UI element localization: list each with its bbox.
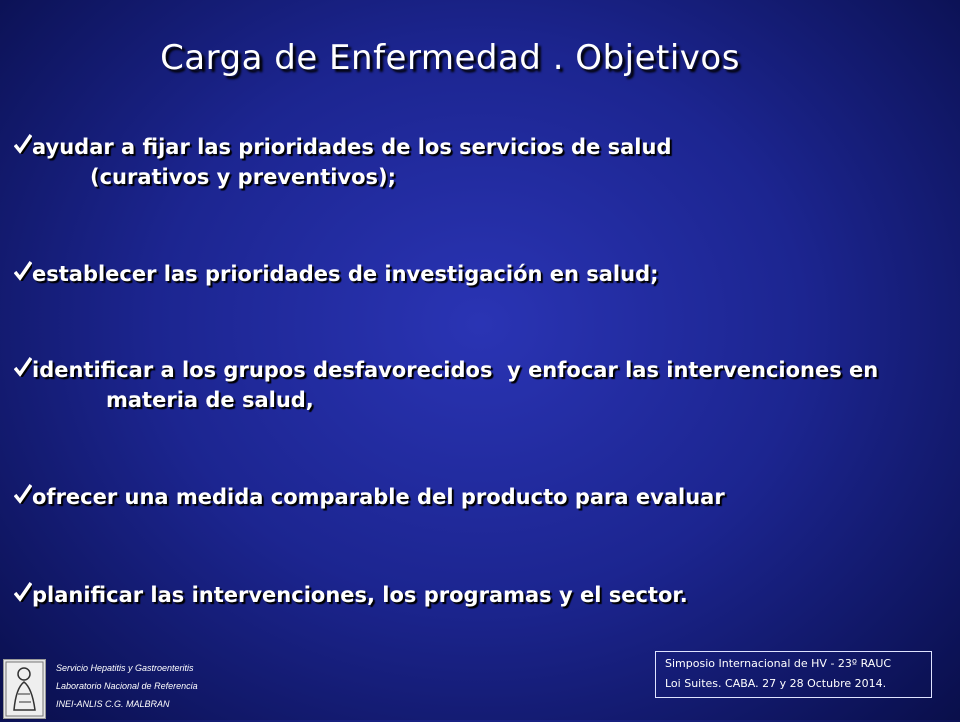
checkmark-icon <box>14 132 32 162</box>
bullet-item <box>14 580 944 610</box>
bullet-text-line2: materia de salud, <box>106 388 314 412</box>
institution-info <box>56 659 198 713</box>
bullet-text-line1: planificar las intervenciones, los programas y el sector. <box>32 583 688 607</box>
checkmark-icon <box>14 355 32 385</box>
bullet-text-line1: identificar a los grupos desfavorecidos y enfocar las intervenciones en <box>32 358 879 382</box>
bullet-text-line1: establecer las prioridades de investigación en salud; <box>32 262 659 286</box>
checkmark-icon <box>14 259 32 289</box>
bullet-item <box>14 355 944 415</box>
event-info-box <box>655 651 932 698</box>
bullet-text-line2: (curativos y preventivos); <box>90 165 397 189</box>
event-line: Loi Suites. CABA. 27 y 28 Octubre 2014. <box>665 677 887 690</box>
event-line: Simposio Internacional de HV - 23º RAUC <box>665 657 892 670</box>
checkmark-icon <box>14 580 32 610</box>
checkmark-icon <box>14 482 32 512</box>
bullet-text-line1: ofrecer una medida comparable del producto para evaluar <box>32 485 725 509</box>
institution-line: INEI-ANLIS C.G. MALBRAN <box>56 699 170 709</box>
bullet-text-line1: ayudar a fijar las prioridades de los servicios de salud <box>32 135 672 159</box>
institution-logo <box>3 659 46 719</box>
bullet-item <box>14 482 944 512</box>
institution-line: Servicio Hepatitis y Gastroenteritis <box>56 663 194 673</box>
institution-line: Laboratorio Nacional de Referencia <box>56 681 198 691</box>
slide-title: Carga de Enfermedad . Objetivos <box>160 38 740 78</box>
bullet-item <box>14 259 944 289</box>
bullet-item <box>14 132 944 192</box>
